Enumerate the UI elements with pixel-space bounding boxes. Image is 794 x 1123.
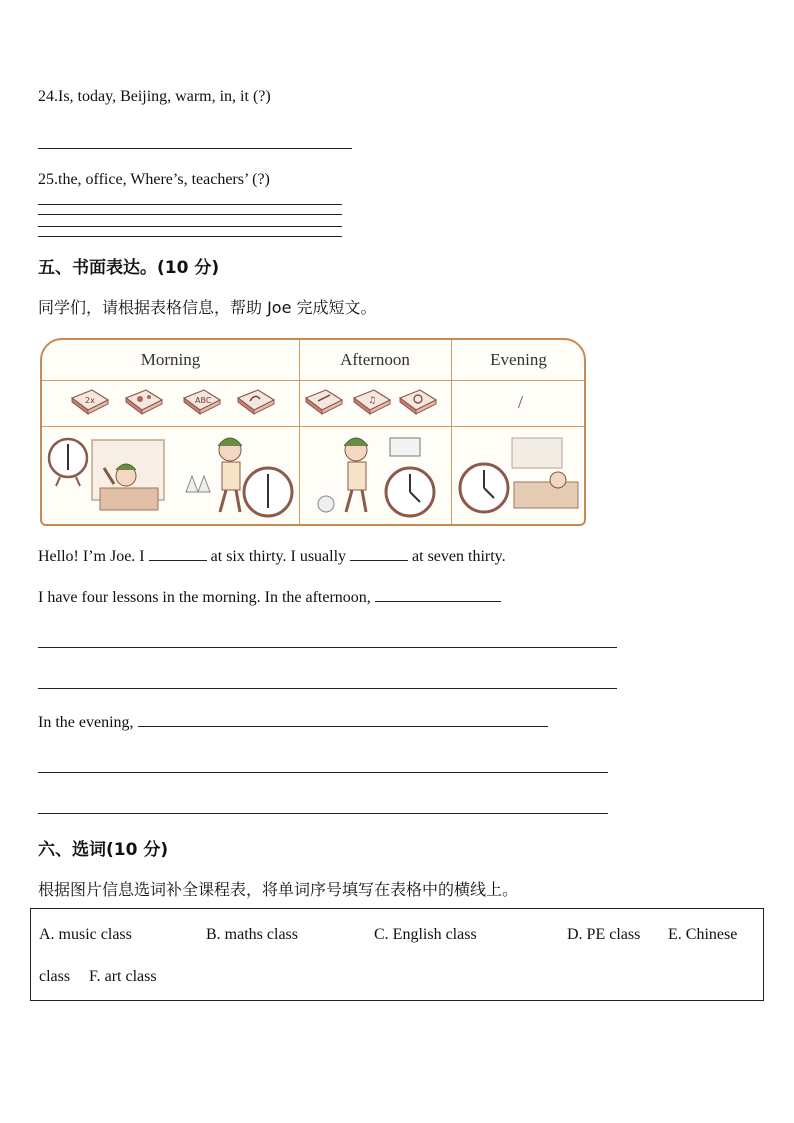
book-icon (70, 388, 110, 416)
writing-line[interactable] (38, 688, 617, 689)
option-b: B. maths class (206, 926, 298, 943)
question-number: 25. (38, 171, 58, 188)
writing-line[interactable] (38, 772, 608, 773)
fill-blank[interactable] (138, 712, 548, 727)
option-d: D. PE class (567, 926, 641, 943)
option-e: E. Chinese (668, 926, 738, 943)
evening-empty-mark: / (518, 392, 524, 412)
header-afternoon: Afternoon (340, 350, 410, 369)
sentence-part: at seven thirty. (412, 548, 506, 565)
section-5-instruction: 同学们，请根据表格信息，帮助 Joe 完成短文。 (38, 298, 377, 317)
row-divider (42, 426, 584, 427)
book-icon (352, 388, 392, 416)
svg-text:♫: ♫ (368, 396, 377, 406)
schedule-picture-table (40, 338, 586, 526)
composition-line-1 (38, 546, 506, 566)
section-6-instruction: 根据图片信息选词补全课程表，将单词序号填写在表格中的横线上。 (38, 880, 519, 899)
book-icon (182, 388, 222, 416)
book-icon (304, 388, 344, 416)
word-options-box (30, 908, 764, 1001)
question-25 (38, 171, 270, 189)
boy-going-to-bed-illustration (454, 432, 584, 524)
sentence-part: In the evening, (38, 714, 134, 731)
svg-text:2x: 2x (85, 396, 95, 405)
answer-line-24[interactable] (38, 148, 352, 149)
question-24 (38, 88, 271, 106)
header-evening: Evening (490, 350, 547, 369)
answer-line-25b[interactable] (38, 214, 342, 215)
answer-line-25a[interactable] (38, 204, 342, 205)
writing-line[interactable] (38, 813, 608, 814)
question-text: the, office, Where’s, teachers’ (?) (58, 171, 270, 188)
row-divider (42, 380, 584, 381)
option-f: F. art class (89, 968, 157, 985)
sentence-part: Hello! I’m Joe. I (38, 548, 145, 565)
section-5-title: 五、书面表达。(10 分) (38, 258, 220, 278)
option-c: C. English class (374, 926, 477, 943)
question-text: Is, today, Beijing, warm, in, it (?) (58, 88, 271, 105)
book-icon (236, 388, 276, 416)
boy-going-home-illustration (304, 432, 444, 524)
sentence-part: at six thirty. I usually (210, 548, 347, 565)
boy-going-to-school-illustration (178, 432, 296, 524)
question-number: 24. (38, 88, 58, 105)
book-icon (124, 388, 164, 416)
answer-line-25d[interactable] (38, 236, 342, 237)
clock-icon (46, 434, 90, 490)
sentence-part: I have four lessons in the morning. In the afternoon, (38, 589, 371, 606)
option-e-continued: class (39, 968, 71, 985)
composition-line-3 (38, 712, 548, 732)
answer-line-25c[interactable] (38, 226, 342, 227)
svg-text:ABC: ABC (195, 396, 212, 405)
section-6-title: 六、选词(10 分) (38, 840, 169, 860)
header-morning: Morning (140, 350, 201, 369)
boy-waking-up-illustration (90, 436, 168, 520)
option-a: A. music class (39, 926, 132, 943)
fill-blank[interactable] (375, 587, 501, 602)
writing-line[interactable] (38, 647, 617, 648)
composition-line-2 (38, 587, 501, 607)
book-icon (398, 388, 438, 416)
fill-blank[interactable] (149, 546, 207, 561)
fill-blank[interactable] (350, 546, 408, 561)
